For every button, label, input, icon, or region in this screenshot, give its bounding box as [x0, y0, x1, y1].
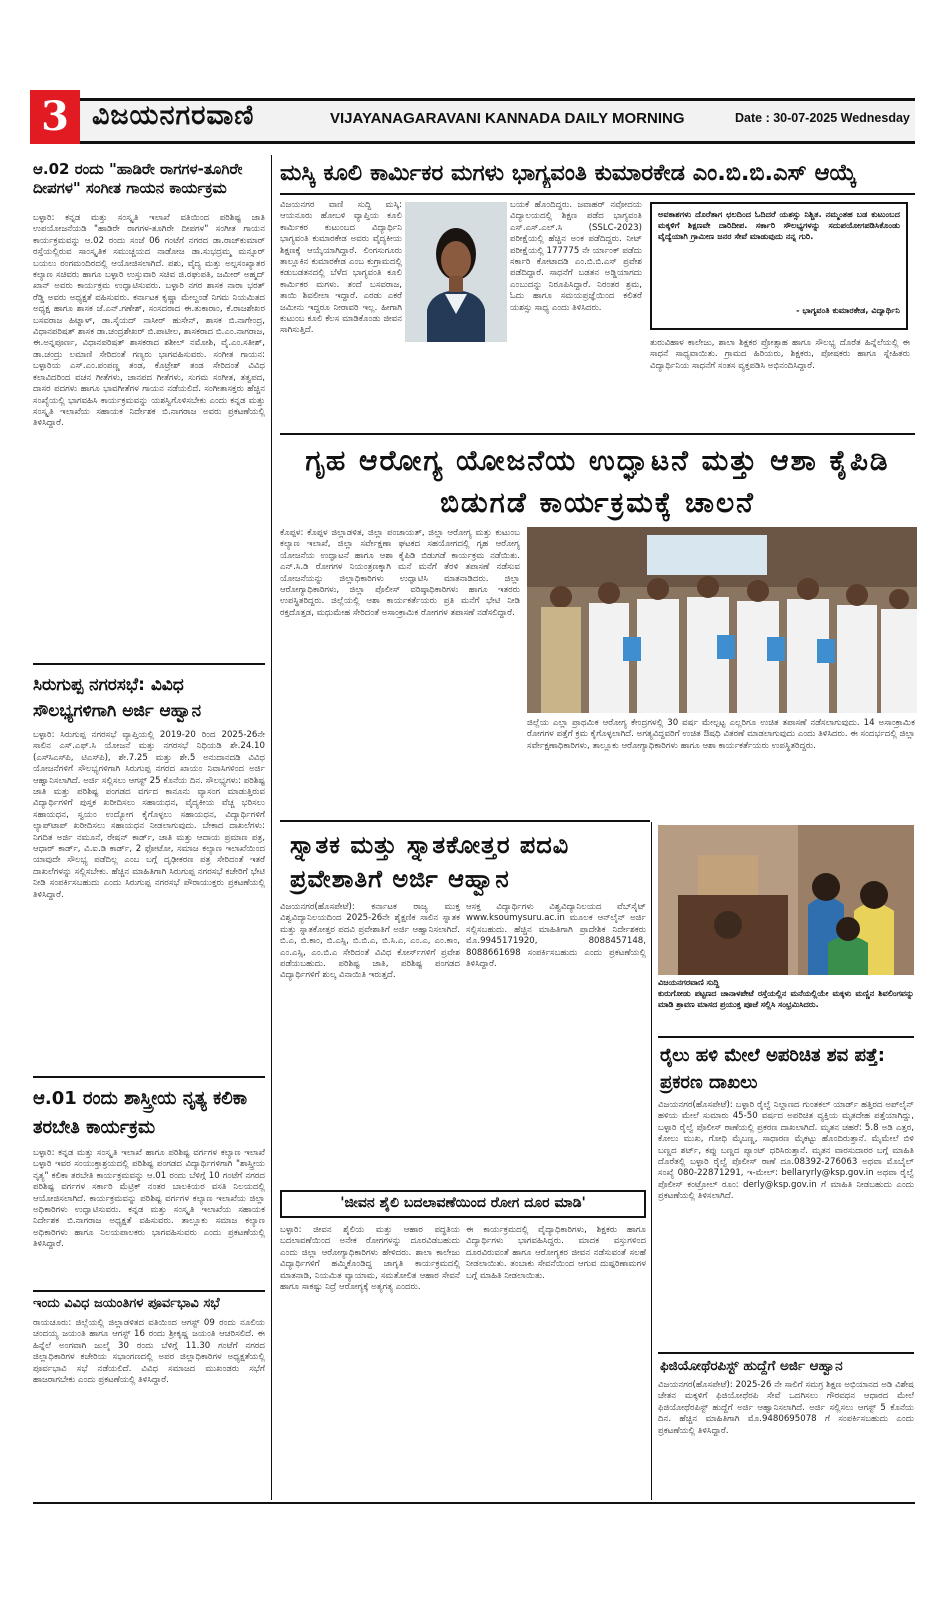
- student-portrait-graphic: [405, 202, 507, 342]
- rail-body: ವಿಜಯನಗರ(ಹೊಸಪೇಟೆ): ಬಳ್ಳಾರಿ ರೈಲ್ವೆ ನಿಲ್ದಾಣದ ಗುಂತಕಲ್ ಯಾರ್ಡ್ ಹತ್ತಿರದ ಅಪ್‍ಲೈನ್ ಹಳಿಯ ಮೇಲೆ ಸುಮಾರು 45-50 ವರ್ಷದ ಅಪರಿಚಿತ ವ್ಯಕ್ತಿಯ ಮೃತದೇಹ ಪತ್ತೆಯಾಗಿದ್ದು, ಬಳ್ಳಾರಿ ರೈಲ್ವೆ ಪೊಲೀಸ್ ಠಾಣೆಯಲ್ಲಿ ಪ್ರಕರಣ ದಾಖಲಾಗಿದೆ. ಮೃತನ ಚಹರೆ: 5.8 ಅಡಿ ಎತ್ತರ, ಕೋಲು ಮುಖ, ಗೋಧಿ ಮೈಬಣ್ಣ, ಸಾಧಾರಣ ಮೈಕಟ್ಟು ಹೊಂದಿರುತ್ತಾನೆ. ಮೈಮೇಲೆ ಬಿಳಿ ಬಣ್ಣದ ಶರ್ಟ್, ಕಪ್ಪು ಬಣ್ಣದ ಪ್ಯಾಂಟ್ ಧರಿಸಿರುತ್ತಾನೆ. ಮೃತನ ವಾರಸುದಾರರ ಬಗ್ಗೆ ಮಾಹಿತಿ ದೊರೆತಲ್ಲಿ ಬಳ್ಳಾರಿ ರೈಲ್ವೆ ಪೊಲೀಸ್ ಠಾಣೆ ದೂ.08392-276063 ಅಥವಾ ಮೊಬೈಲ್ ಸಂಖ್ಯೆ 080-22871291, ಇ-ಮೇಲ್: bellaryrly@ksp.gov.in ಅಥವಾ ರೈಲ್ವೆ ಪೊಲೀಸ್ ಕಂಟ್ರೋಲ್ ರೂಂ: derly@ksp.gov.in ಗೆ ಮಾಹಿತಿ ನೀಡಬಹುದು ಎಂದು ಪ್ರಕಟಣೆಯಲ್ಲಿ ತಿಳಿಸಲಾಗಿದೆ.: [658, 1100, 914, 1202]
- lifestyle-body-left: ಬಳ್ಳಾರಿ: ಜೀವನ ಶೈಲಿಯ ಮತ್ತು ಆಹಾರ ಪದ್ಧತಿಯ ಬದಲಾವಣೆಯಿಂದ ಅನೇಕ ರೋಗಗಳನ್ನು ದೂರವಿಡಬಹುದು ಎಂದು ಜಿಲ್ಲಾ ಆರೋಗ್ಯಾಧಿಕಾರಿಗಳು ಹೇಳಿದರು. ಶಾಲಾ ಕಾಲೇಜು ವಿದ್ಯಾರ್ಥಿಗಳಿಗೆ ಹಮ್ಮಿಕೊಂಡಿದ್ದ ಜಾಗೃತಿ ಕಾರ್ಯಕ್ರಮದಲ್ಲಿ ಮಾತನಾಡಿ, ನಿಯಮಿತ ವ್ಯಾಯಾಮ, ಸಮತೋಲಿತ ಆಹಾರ ಸೇವನೆ ಹಾಗೂ ಸಾಕಷ್ಟು ನಿದ್ರೆ ಆರೋಗ್ಯಕ್ಕೆ ಅತ್ಯಗತ್ಯ ಎಂದರು.: [280, 1225, 460, 1293]
- divider: [280, 193, 915, 195]
- divider: [33, 663, 265, 665]
- page-number: 3: [30, 90, 80, 144]
- quote-text: ಅವಕಾಶಗಳು ದೊರೆತಾಗ ಛಲದಿಂದ ಓದಿದರೆ ಯಶಸ್ಸು ನಿಶ್ಚಿತ. ನಮ್ಮಂತಹ ಬಡ ಕುಟುಂಬದ ಮಕ್ಕಳಿಗೆ ಶಿಕ್ಷಣವೇ ದಾರಿದೀಪ. ಸರ್ಕಾರಿ ಸೌಲಭ್ಯಗಳನ್ನು ಸದುಪಯೋಗಪಡಿಸಿಕೊಂಡು ವೈದ್ಯೆಯಾಗಿ ಗ್ರಾಮೀಣ ಜನರ ಸೇವೆ ಮಾಡುವುದು ನನ್ನ ಗುರಿ.: [658, 209, 900, 241]
- health-body-right: ಜಿಲ್ಲೆಯ ಎಲ್ಲಾ ಪ್ರಾಥಮಿಕ ಆರೋಗ್ಯ ಕೇಂದ್ರಗಳಲ್ಲಿ 30 ವರ್ಷ ಮೇಲ್ಪಟ್ಟ ಎಲ್ಲರಿಗೂ ಉಚಿತ ತಪಾಸಣೆ ನಡೆಸಲಾಗುವುದು. 14 ಅಸಾಂಕ್ರಾಮಿಕ ರೋಗಗಳ ಪತ್ತೆಗೆ ಕ್ರಮ ಕೈಗೊಳ್ಳಲಾಗಿದೆ. ಅಗತ್ಯವಿದ್ದವರಿಗೆ ಉಚಿತ ಔಷಧಿ ವಿತರಣೆ ಮಾಡಲಾಗುವುದು ಎಂದು ತಿಳಿಸಿದರು. ಈ ಸಂದರ್ಭದಲ್ಲಿ ಜಿಲ್ಲಾ ಸರ್ವೇಕ್ಷಣಾಧಿಕಾರಿಗಳು, ತಾಲ್ಲೂಕು ಆರೋಗ್ಯಾಧಿಕಾರಿಗಳು ಹಾಗೂ ಆಶಾ ಕಾರ್ಯಕರ್ತೆಯರು ಉಪಸ್ಥಿತರಿದ್ದರು.: [527, 718, 915, 751]
- divider: [280, 433, 915, 435]
- physio-body: ವಿಜಯನಗರ(ಹೊಸಪೇಟೆ): 2025-26 ನೇ ಸಾಲಿಗೆ ಸಮಗ್ರ ಶಿಕ್ಷಣ ಅಭಿಯಾನದ ಅಡಿ ವಿಶೇಷ ಚೇತನ ಮಕ್ಕಳಿಗೆ ಫಿಜಿಯೋಥೆರಪಿ ಸೇವೆ ಒದಗಿಸಲು ಗೌರವಧನ ಆಧಾರದ ಮೇಲೆ ಫಿಜಿಯೋಥೆರಪಿಸ್ಟ್ ಹುದ್ದೆಗೆ ಅರ್ಜಿ ಆಹ್ವಾನಿಸಲಾಗಿದೆ. ಅರ್ಜಿ ಸಲ್ಲಿಸಲು ಆಗಸ್ಟ್ 5 ಕೊನೆಯ ದಿನ. ಹೆಚ್ಚಿನ ಮಾಹಿತಿಗಾಗಿ ಮೊ.9480695078 ಗೆ ಸಂಪರ್ಕಿಸಬಹುದು ಎಂದು ಪ್ರಕಟಣೆಯಲ್ಲಿ ತಿಳಿಸಿದ್ದಾರೆ.: [658, 1380, 914, 1436]
- lifestyle-body-right: ಈ ಕಾರ್ಯಕ್ರಮದಲ್ಲಿ ವೈದ್ಯಾಧಿಕಾರಿಗಳು, ಶಿಕ್ಷಕರು ಹಾಗೂ ವಿದ್ಯಾರ್ಥಿಗಳು ಭಾಗವಹಿಸಿದ್ದರು. ಮಾದಕ ವಸ್ತುಗಳಿಂದ ದೂರವಿರುವಂತೆ ಹಾಗೂ ಆರೋಗ್ಯಕರ ಜೀವನ ನಡೆಸುವಂತೆ ಸಲಹೆ ನೀಡಲಾಯಿತು. ತಂಬಾಕು ಸೇವನೆಯಿಂದ ಆಗುವ ದುಷ್ಪರಿಣಾಮಗಳ ಬಗ್ಗೆ ಮಾಹಿತಿ ನೀಡಲಾಯಿತು.: [466, 1225, 646, 1281]
- shravana-caption-title: ವಿಜಯನಗರವಾಣಿ ಸುದ್ದಿ: [658, 978, 720, 987]
- admission-body-right: ಆಸಕ್ತ ವಿದ್ಯಾರ್ಥಿಗಳು ವಿಶ್ವವಿದ್ಯಾನಿಲಯದ ವೆಬ್‍ಸೈಟ್ www.ksoumysuru.ac.in ಮೂಲಕ ಆನ್‍ಲೈನ್ ಅರ್ಜಿ ಸಲ್ಲಿಸಬಹುದು. ಹೆಚ್ಚಿನ ಮಾಹಿತಿಗಾಗಿ ಪ್ರಾದೇಶಿಕ ನಿರ್ದೇಶಕರು ಮೊ.9945171920, 8088457148, 8088661698 ಸಂಪರ್ಕಿಸಬಹುದು ಎಂದು ಪ್ರಕಟಣೆಯಲ್ಲಿ ತಿಳಿಸಿದ್ದಾರೆ.: [466, 902, 646, 970]
- jayanti-headline: ಇಂದು ವಿವಿಧ ಜಯಂತಿಗಳ ಪೂರ್ವಭಾವಿ ಸಭೆ: [33, 1296, 220, 1311]
- siruguppa-body: ಬಳ್ಳಾರಿ: ಸಿರುಗುಪ್ಪ ನಗರಸಭೆ ವ್ಯಾಪ್ತಿಯಲ್ಲಿ 2019-20 ರಿಂದ 2025-26ನೇ ಸಾಲಿನ ಎಸ್.ಎಫ್.ಸಿ ಯೋಜನೆ ಮತ್ತು ನಗರಸಭೆ ನಿಧಿಯಡಿ ಶೇ.24.10 (ಎಸ್‍ಸಿಎಸ್‍ಪಿ, ಟಿಎಸ್‍ಪಿ), ಶೇ.7.25 ಮತ್ತು ಶೇ.5 ಅನುದಾನದಡಿ ವಿವಿಧ ಯೋಜನೆಗಳಿಗೆ ಸೌಲಭ್ಯಗಳಿಗಾಗಿ ಸಿರುಗುಪ್ಪ ನಗರದ ಖಾಯಂ ನಿವಾಸಿಗಳಿಂದ ಅರ್ಜಿ ಆಹ್ವಾನಿಸಲಾಗಿದೆ. ಅರ್ಜಿ ಸಲ್ಲಿಸಲು ಆಗಸ್ಟ್ 25 ಕೊನೆಯ ದಿನ. ಸೌಲಭ್ಯಗಳು: ಪರಿಶಿಷ್ಟ ಜಾತಿ ಮತ್ತು ಪರಿಶಿಷ್ಟ ಪಂಗಡದ ವರ್ಗದ ಕಾನೂನು ವ್ಯಾಸಂಗ ಮಾಡುತ್ತಿರುವ ವಿದ್ಯಾರ್ಥಿಗಳಿಗೆ ಪುಸ್ತಕ ಖರೀದಿಸಲು ಸಹಾಯಧನ, ವೈದ್ಯಕೀಯ ವೆಚ್ಚ ಭರಿಸಲು ಸಹಾಯಧನ, ಸ್ವಯಂ ಉದ್ಯೋಗ ಕೈಗೊಳ್ಳಲು ಸಹಾಯಧನ, ವಿದ್ಯಾರ್ಥಿಗಳಿಗೆ ಲ್ಯಾಪ್‍ಟಾಪ್ ಖರೀದಿಸಲು ಸಹಾಯಧನ ನೀಡಲಾಗುವುದು. ಬೇಕಾದ ದಾಖಲೆಗಳು: ನಿಗದಿತ ಅರ್ಜಿ ನಮೂನೆ, ರೇಷನ್ ಕಾರ್ಡ್, ಜಾತಿ ಮತ್ತು ಆದಾಯ ಪ್ರಮಾಣ ಪತ್ರ, ಆಧಾರ್ ಕಾರ್ಡ್, ವಿ.ಐ.ಡಿ ಕಾರ್ಡ್, 2 ಫೋಟೋ, ಸಮಾಜ ಕಲ್ಯಾಣ ಇಲಾಖೆಯಿಂದ ಯಾವುದೇ ಸೌಲಭ್ಯ ಪಡೆದಿಲ್ಲ ಎಂಬ ಬಗ್ಗೆ ದೃಢೀಕರಣ ಪತ್ರ ಸೇರಿದಂತೆ ಇತರೆ ದಾಖಲೆಗಳನ್ನು ಸಲ್ಲಿಸಬೇಕು. ಹೆಚ್ಚಿನ ಮಾಹಿತಿಗಾಗಿ ಸಿರುಗುಪ್ಪ ನಗರಸಭೆ ಕಚೇರಿಗೆ ಭೇಟಿ ನೀಡಿ ಸಂಪರ್ಕಿಸಬಹುದು ಎಂದು ಸಿರುಗುಪ್ಪ ನಗರಸಭೆ ಪೌರಾಯುಕ್ತರು ಪ್ರಕಟಣೆಯಲ್ಲಿ ತಿಳಿಸಿದ್ದಾರೆ.: [33, 730, 265, 900]
- admission-headline: ಸ್ನಾತಕ ಮತ್ತು ಸ್ನಾತಕೋತ್ತರ ಪದವಿ ಪ್ರವೇಶಾತಿಗೆ ಅರ್ಜಿ ಆಹ್ವಾನ: [290, 831, 570, 893]
- dance-headline: ಆ.01 ರಂದು ಶಾಸ್ತ್ರೀಯ ನೃತ್ಯ ಕಲಿಕಾ ತರಬೇತಿ ಕಾರ್ಯಕ್ರಮ: [33, 1088, 248, 1138]
- divider: [33, 1076, 265, 1078]
- quote-box: [650, 202, 908, 330]
- mbbs-body-left: ವಿಜಯನಗರ ವಾಣಿ ಸುದ್ದಿ ಮಸ್ಕಿ: ಆಯನೂರು ಹೋಬಳಿ ವ್ಯಾಪ್ತಿಯ ಕೂಲಿ ಕಾರ್ಮಿಕರ ಕುಟುಂಬದ ವಿದ್ಯಾರ್ಥಿನಿ ಭಾಗ್ಯವಂತಿ ಕುಮಾರಕೇಡ ಅವರು ವೈದ್ಯಕೀಯ ಶಿಕ್ಷಣಕ್ಕೆ ಆಯ್ಕೆಯಾಗಿದ್ದಾರೆ. ಲಿಂಗಸುಗೂರು ತಾಲ್ಲೂಕಿನ ಕುಮಾರಕೇಡ ಎಂಬ ಕುಗ್ರಾಮದಲ್ಲಿ ಕಡುಬಡತನದಲ್ಲಿ ಬೆಳೆದ ಭಾಗ್ಯವಂತಿ ಕೂಲಿ ಕಾರ್ಮಿಕರ ಮಗಳು. ತಂದೆ ಬಸವರಾಜ, ತಾಯಿ ಶಿವಲೀಲಾ ಇದ್ದಾರೆ. ಎರಡು ಎಕರೆ ಜಮೀನು ಇದ್ದರೂ ನೀರಾವರಿ ಇಲ್ಲ. ಹೀಗಾಗಿ ಕುಟುಂಬ ಕೂಲಿ ಕೆಲಸ ಮಾಡಿಕೊಂಡು ಜೀವನ ಸಾಗಿಸುತ್ತಿದೆ.: [280, 200, 402, 336]
- health-body-left: ಕೊಪ್ಪಳ: ಕೊಪ್ಪಳ ಜಿಲ್ಲಾಡಳಿತ, ಜಿಲ್ಲಾ ಪಂಚಾಯತ್, ಜಿಲ್ಲಾ ಆರೋಗ್ಯ ಮತ್ತು ಕುಟುಂಬ ಕಲ್ಯಾಣ ಇಲಾಖೆ, ಜಿಲ್ಲಾ ಸರ್ವೇಕ್ಷಣಾ ಘಟಕದ ಸಹಯೋಗದಲ್ಲಿ ಗೃಹ ಆರೋಗ್ಯ ಯೋಜನೆಯ ಉದ್ಘಾಟನೆ ಹಾಗೂ ಆಶಾ ಕೈಪಿಡಿ ಬಿಡುಗಡೆ ಕಾರ್ಯಕ್ರಮ ನಡೆಯಿತು. ಎನ್.ಸಿ.ಡಿ ರೋಗಗಳ ನಿಯಂತ್ರಣಕ್ಕಾಗಿ ಮನೆ ಮನೆಗೆ ತೆರಳಿ ತಪಾಸಣೆ ನಡೆಸುವ ಯೋಜನೆಯನ್ನು ಜಿಲ್ಲಾಧಿಕಾರಿಗಳು ಉದ್ಘಾಟಿಸಿ ಮಾತನಾಡಿದರು. ಜಿಲ್ಲಾ ಆರೋಗ್ಯಾಧಿಕಾರಿಗಳು, ಜಿಲ್ಲಾ ಪೊಲೀಸ್ ವರಿಷ್ಠಾಧಿಕಾರಿಗಳು ಹಾಗೂ ಇತರರು ಉಪಸ್ಥಿತರಿದ್ದರು. ಜಿಲ್ಲೆಯಲ್ಲಿ ಆಶಾ ಕಾರ್ಯಕರ್ತೆಯರು ಪ್ರತಿ ಮನೆಗೆ ಭೇಟಿ ನೀಡಿ ರಕ್ತದೊತ್ತಡ, ಮಧುಮೇಹ ಸೇರಿದಂತೆ ಅಸಾಂಕ್ರಾಮಿಕ ರೋಗಗಳ ತಪಾಸಣೆ ನಡೆಸಲಿದ್ದಾರೆ.: [280, 528, 520, 618]
- concert-headline: ಆ.02 ರಂದು "ಹಾಡಿರೇ ರಾಗಗಳ-ತೂಗಿರೇ ದೀಪಗಳ" ಸಂಗೀತ ಗಾಯನ ಕಾರ್ಯಕ್ರಮ: [33, 160, 243, 197]
- divider: [658, 1352, 914, 1354]
- page-bottom-rule: [33, 1502, 915, 1504]
- health-headline: ಗೃಹ ಆರೋಗ್ಯ ಯೋಜನೆಯ ಉದ್ಘಾಟನೆ ಮತ್ತು ಆಶಾ ಕೈಪಿಡಿ ಬಿಡುಗಡೆ ಕಾರ್ಯಕ್ರಮಕ್ಕೆ ಚಾಲನೆ: [305, 444, 890, 519]
- event-photo-graphic: [527, 527, 917, 713]
- health-event-photo: [527, 527, 917, 713]
- jayanti-body: ರಾಯಚೂರು: ಜಿಲ್ಲೆಯಲ್ಲಿ ಜಿಲ್ಲಾಡಳಿತದ ವತಿಯಿಂದ ಆಗಸ್ಟ್ 09 ರಂದು ನೂಲಿಯ ಚಂದಯ್ಯ ಜಯಂತಿ ಹಾಗೂ ಆಗಸ್ಟ್ 16 ರಂದು ಶ್ರೀಕೃಷ್ಣ ಜಯಂತಿ ಆಚರಿಸಲಿದೆ. ಈ ಹಿನ್ನೆಲೆ ಅಂಗವಾಗಿ ಜುಲೈ 30 ರಂದು ಬೆಳಿಗ್ಗೆ 11.30 ಗಂಟೆಗೆ ನಗರದ ಜಿಲ್ಲಾಧಿಕಾರಿಗಳ ಕಚೇರಿಯ ಸಭಾಂಗಣದಲ್ಲಿ ಅಪರ ಜಿಲ್ಲಾಧಿಕಾರಿಗಳ ಅಧ್ಯಕ್ಷತೆಯಲ್ಲಿ ಪೂರ್ವಭಾವಿ ಸಭೆ ನಡೆಯಲಿದೆ. ವಿವಿಧ ಸಮಾಜದ ಮುಖಂಡರು ಸಭೆಗೆ ಹಾಜರಾಗಬೇಕು ಎಂದು ಪ್ರಕಟಣೆಯಲ್ಲಿ ತಿಳಿಸಿದ್ದಾರೆ.: [33, 1318, 265, 1386]
- admission-body-left: ವಿಜಯನಗರ(ಹೊಸಪೇಟೆ): ಕರ್ನಾಟಕ ರಾಜ್ಯ ಮುಕ್ತ ವಿಶ್ವವಿದ್ಯಾನಿಲಯದಿಂದ 2025-26ನೇ ಶೈಕ್ಷಣಿಕ ಸಾಲಿನ ಸ್ನಾತಕ ಮತ್ತು ಸ್ನಾತಕೋತ್ತರ ಪದವಿ ಪ್ರವೇಶಾತಿಗೆ ಅರ್ಜಿ ಆಹ್ವಾನಿಸಲಾಗಿದೆ. ಬಿ.ಎ, ಬಿ.ಕಾಂ, ಬಿ.ಎಸ್ಸಿ, ಬಿ.ಬಿ.ಎ, ಬಿ.ಸಿ.ಎ, ಎಂ.ಎ, ಎಂ.ಕಾಂ, ಎಂ.ಎಸ್ಸಿ, ಎಂ.ಬಿ.ಎ ಸೇರಿದಂತೆ ವಿವಿಧ ಕೋರ್ಸ್‍ಗಳಿಗೆ ಪ್ರವೇಶ ಪಡೆಯಬಹುದು. ಪರಿಶಿಷ್ಟ ಜಾತಿ, ಪರಿಶಿಷ್ಟ ಪಂಗಡದ ವಿದ್ಯಾರ್ಥಿಗಳಿಗೆ ಶುಲ್ಕ ವಿನಾಯಿತಿ ಇರುತ್ತದೆ.: [280, 902, 460, 981]
- paper-name-english: VIJAYANAGARAVANI KANNADA DAILY MORNING: [330, 110, 685, 127]
- children-puja-graphic: [658, 825, 914, 975]
- shravana-caption: ಕುರುಗೋಡು ಪಟ್ಟಣದ ಚಾನಾಳಪೇಟೆ ರಸ್ತೆಯಲ್ಲಿನ ಮನೆಯಲ್ಲಿಯೇ ಮಕ್ಕಳು ಮಣ್ಣಿನ ಶಿವಲಿಂಗವನ್ನು ಮಾಡಿ ಶ್ರಾವಣ ಮಾಸದ ಪ್ರಯುಕ್ತ ಪೂಜೆ ಸಲ್ಲಿಸಿ ಸಂಭ್ರಮಿಸಿದರು.: [658, 989, 914, 1009]
- column-divider: [271, 155, 272, 1500]
- publication-date: Date : 30-07-2025 Wednesday: [735, 111, 910, 125]
- masthead: [30, 90, 915, 148]
- dance-body: ಬಳ್ಳಾರಿ: ಕನ್ನಡ ಮತ್ತು ಸಂಸ್ಕೃತಿ ಇಲಾಖೆ ಹಾಗೂ ಪರಿಶಿಷ್ಟ ವರ್ಗಗಳ ಕಲ್ಯಾಣ ಇಲಾಖೆ ಬಳ್ಳಾರಿ ಇವರ ಸಂಯುಕ್ತಾಶ್ರಯದಲ್ಲಿ ಪರಿಶಿಷ್ಟ ಪಂಗಡದ ವಿದ್ಯಾರ್ಥಿಗಳಿಗಾಗಿ "ಶಾಸ್ತ್ರೀಯ ನೃತ್ಯ" ಕಲಿಕಾ ತರಬೇತಿ ಕಾರ್ಯಕ್ರಮವನ್ನು ಆ.01 ರಂದು ಬೆಳಿಗ್ಗೆ 10 ಗಂಟೆಗೆ ನಗರದ ಪರಿಶಿಷ್ಟ ವರ್ಗಗಳ ಸರ್ಕಾರಿ ಮೆಟ್ರಿಕ್ ನಂತರ ಬಾಲಕಿಯರ ವಸತಿ ನಿಲಯದಲ್ಲಿ ಆಯೋಜಿಸಲಾಗಿದೆ. ಕಾರ್ಯಕ್ರಮವನ್ನು ಪರಿಶಿಷ್ಟ ವರ್ಗಗಳ ಕಲ್ಯಾಣ ಇಲಾಖೆಯ ಜಿಲ್ಲಾ ಅಧಿಕಾರಿಗಳು ಉದ್ಘಾಟಿಸುವರು. ಕನ್ನಡ ಮತ್ತು ಸಂಸ್ಕೃತಿ ಇಲಾಖೆಯ ಸಹಾಯಕ ನಿರ್ದೇಶಕ ಬಿ.ನಾಗರಾಜ ಅಧ್ಯಕ್ಷತೆ ವಹಿಸುವರು. ತಾಲ್ಲೂಕು ಸಮಾಜ ಕಲ್ಯಾಣ ಅಧಿಕಾರಿಗಳು ಹಾಗೂ ನಿಲಯಪಾಲಕರು ಭಾಗವಹಿಸುವರು ಎಂದು ಪ್ರಕಟಣೆಯಲ್ಲಿ ತಿಳಿಸಿದ್ದಾರೆ.: [33, 1148, 265, 1250]
- divider: [658, 1036, 914, 1038]
- mbbs-headline: ಮಸ್ಕಿ ಕೂಲಿ ಕಾರ್ಮಿಕರ ಮಗಳು ಭಾಗ್ಯವಂತಿ ಕುಮಾರಕೇಡ ಎಂ.ಬಿ.ಬಿ.ಎಸ್ ಆಯ್ಕೆ: [280, 160, 857, 186]
- quote-author: - ಭಾಗ್ಯವಂತಿ ಕುಮಾರಕೇಡ, ವಿದ್ಯಾರ್ಥಿನಿ: [796, 305, 900, 315]
- siruguppa-headline: ಸಿರುಗುಪ್ಪ ನಗರಸಭೆ: ವಿವಿಧ ಸೌಲಭ್ಯಗಳಿಗಾಗಿ ಅರ್ಜಿ ಆಹ್ವಾನ: [33, 675, 202, 721]
- paper-name-kannada: ವಿಜಯನಗರವಾಣಿ: [92, 100, 255, 131]
- student-photo: [405, 202, 507, 342]
- rail-headline: ರೈಲು ಹಳಿ ಮೇಲೆ ಅಪರಿಚಿತ ಶವ ಪತ್ತೆ: ಪ್ರಕರಣ ದಾಖಲು: [660, 1045, 886, 1093]
- mbbs-body-bottom: ತುರುವಿಹಾಳ ಕಾಲೇಜು, ಶಾಲಾ ಶಿಕ್ಷಕರ ಪ್ರೋತ್ಸಾಹ ಹಾಗೂ ಸೌಲಭ್ಯ ದೊರೆತ ಹಿನ್ನೆಲೆಯಲ್ಲಿ ಈ ಸಾಧನೆ ಸಾಧ್ಯವಾಯಿತು. ಗ್ರಾಮದ ಹಿರಿಯರು, ಶಿಕ್ಷಕರು, ಪೋಷಕರು ಹಾಗೂ ಸ್ನೇಹಿತರು ವಿದ್ಯಾರ್ಥಿನಿಯ ಸಾಧನೆಗೆ ಸಂತಸ ವ್ಯಕ್ತಪಡಿಸಿ ಅಭಿನಂದಿಸಿದ್ದಾರೆ.: [650, 338, 910, 371]
- mbbs-body-right: ಬಯಕೆ ಹೊಂದಿದ್ದರು. ಜವಾಹರ್ ನವೋದಯ ವಿದ್ಯಾಲಯದಲ್ಲಿ ಶಿಕ್ಷಣ ಪಡೆದ ಭಾಗ್ಯವಂತಿ ಎಸ್.ಎಸ್.ಎಲ್.ಸಿ (SSLC-2023) ಪರೀಕ್ಷೆಯಲ್ಲಿ ಹೆಚ್ಚಿನ ಅಂಕ ಪಡೆದಿದ್ದರು. ನೀಟ್ ಪರೀಕ್ಷೆಯಲ್ಲಿ 177775 ನೇ ರ್ಯಾಂಕ್ ಪಡೆದು ಸರ್ಕಾರಿ ಕೋಟಾದಡಿ ಎಂ.ಬಿ.ಬಿ.ಎಸ್ ಪ್ರವೇಶ ಪಡೆದಿದ್ದಾರೆ. ಸಾಧನೆಗೆ ಬಡತನ ಅಡ್ಡಿಯಾಗದು ಎಂಬುದನ್ನು ನಿರೂಪಿಸಿದ್ದಾರೆ. ನಿರಂತರ ಶ್ರಮ, ಓದು ಹಾಗೂ ಸಮಯಪ್ರಜ್ಞೆಯಿಂದ ಕಲಿತರೆ ಯಶಸ್ಸು ಸಾಧ್ಯ ಎಂದು ತಿಳಿಸಿದರು.: [510, 200, 642, 313]
- divider: [33, 1290, 265, 1292]
- divider: [280, 820, 650, 822]
- lifestyle-headline: 'ಜೀವನ ಶೈಲಿ ಬದಲಾವಣೆಯಿಂದ ರೋಗ ದೂರ ಮಾಡಿ': [340, 1195, 586, 1211]
- shravana-photo: [658, 825, 914, 975]
- concert-body: ಬಳ್ಳಾರಿ: ಕನ್ನಡ ಮತ್ತು ಸಂಸ್ಕೃತಿ ಇಲಾಖೆ ವತಿಯಿಂದ ಪರಿಶಿಷ್ಟ ಜಾತಿ ಉಪಯೋಜನೆಯಡಿ "ಹಾಡಿರೇ ರಾಗಗಳ-ತೂಗಿರೇ ದೀಪಗಳ" ಸಂಗೀತ ಗಾಯನ ಕಾರ್ಯಕ್ರಮವನ್ನು ಆ.02 ರಂದು ಸಂಜೆ 06 ಗಂಟೆಗೆ ನಗರದ ಡಾ.ರಾಜ್‍ಕುಮಾರ್ ರಸ್ತೆಯಲ್ಲಿರುವ ಸಾಂಸ್ಕೃತಿಕ ಸಮುಚ್ಚಯದ ನಾಡೋಜ ಡಾ.ಸುಭದ್ರಮ್ಮ ಮನ್ಸೂರ್ ಬಯಲು ರಂಗಮಂದಿರದಲ್ಲಿ ಆಯೋಜಿಸಲಾಗಿದೆ. ಪಶು, ವೈದ್ಯ ಮತ್ತು ಅಲ್ಪಸಂಖ್ಯಾತರ ಕಲ್ಯಾಣ ಸಚಿವರು ಹಾಗೂ ಬಳ್ಳಾರಿ ಉಸ್ತುವಾರಿ ಸಚಿವ ಜಿ.ರಘುಪತಿ, ಜಮೀರ್ ಅಹ್ಮದ್ ಖಾನ್ ಅವರು ಕಾರ್ಯಕ್ರಮ ಉದ್ಘಾಟಿಸುವರು. ಬಳ್ಳಾರಿ ನಗರ ಶಾಸಕ ನಾರಾ ಭರತ್ ರೆಡ್ಡಿ ಅವರು ಅಧ್ಯಕ್ಷತೆ ವಹಿಸುವರು. ಕರ್ನಾಟಕ ಕೃಷ್ಣಾ ಮೇಲ್ದಂಡೆ ನಿಗಮ ನಿಯಮಿತದ ಅಧ್ಯಕ್ಷ ಹಾಗೂ ಶಾಸಕ ಜೆ.ಎನ್.ಗಣೇಶ್, ಸಂಸದರಾದ ಈ.ತುಕಾರಾಂ, ಕೆ.ರಾಜಶೇಖರ ಬಸವರಾಜ ಹಿಟ್ನಾಳ್, ಡಾ.ಸೈಯದ್ ನಾಸೀರ್ ಹುಸೇನ್, ಶಾಸಕ ಬಿ.ನಾಗೇಂದ್ರ, ವಿಧಾನಪರಿಷತ್ ಶಾಸಕ ಡಾ.ಚಂದ್ರಶೇಖರ್ ಬಿ.ಪಾಟೀಲ, ಶಾಸಕರಾದ ಬಿ.ಎಂ.ನಾಗರಾಜ, ಈ.ಅನ್ನಪೂರ್ಣ, ವಿಧಾನಪರಿಷತ್ ಶಾಸಕರಾದ ಶಶೀಲ್ ನಮೋಶಿ, ವೈ.ಎಂ.ಸತೀಶ್, ಡಾ.ಚಂದ್ರು ಲಮಾಣಿ ಸೇರಿದಂತೆ ಗಣ್ಯರು ಭಾಗವಹಿಸುವರು. ಸಂಗೀತ ಗಾಯನ: ಬಳ್ಳಾರಿಯ ಎಸ್.ಎಂ.ಪಂಪಣ್ಣ ತಂಡ, ಕೊಟ್ರೇಶ್ ತಂಡ ಸೇರಿದಂತೆ ವಿವಿಧ ಕಲಾವಿದರಿಂದ ವಚನ ಗೀತೆಗಳು, ಜಾನಪದ ಗೀತೆಗಳು, ಸುಗಮ ಸಂಗೀತ, ತತ್ವಪದ, ದಾಸರ ಪದಗಳು ಹಾಗೂ ಭಾವಗೀತೆಗಳ ಗಾಯನ ನಡೆಯಲಿದೆ. ಸಂಗೀತಾಸಕ್ತರು ಹೆಚ್ಚಿನ ಸಂಖ್ಯೆಯಲ್ಲಿ ಭಾಗವಹಿಸಿ ಕಾರ್ಯಕ್ರಮವನ್ನು ಯಶಸ್ವಿಗೊಳಿಸಬೇಕು ಎಂದು ಕನ್ನಡ ಮತ್ತು ಸಂಸ್ಕೃತಿ ಇಲಾಖೆಯ ಸಹಾಯಕ ನಿರ್ದೇಶಕ ಬಿ.ನಾಗರಾಜ ಅವರು ಪ್ರಕಟಣೆಯಲ್ಲಿ ತಿಳಿಸಿದ್ದಾರೆ.: [33, 213, 265, 429]
- column-divider: [651, 822, 652, 1500]
- physio-headline: ಫಿಜಿಯೋಥೆರಪಿಸ್ಟ್ ಹುದ್ದೆಗೆ ಅರ್ಜಿ ಆಹ್ವಾನ: [660, 1358, 843, 1374]
